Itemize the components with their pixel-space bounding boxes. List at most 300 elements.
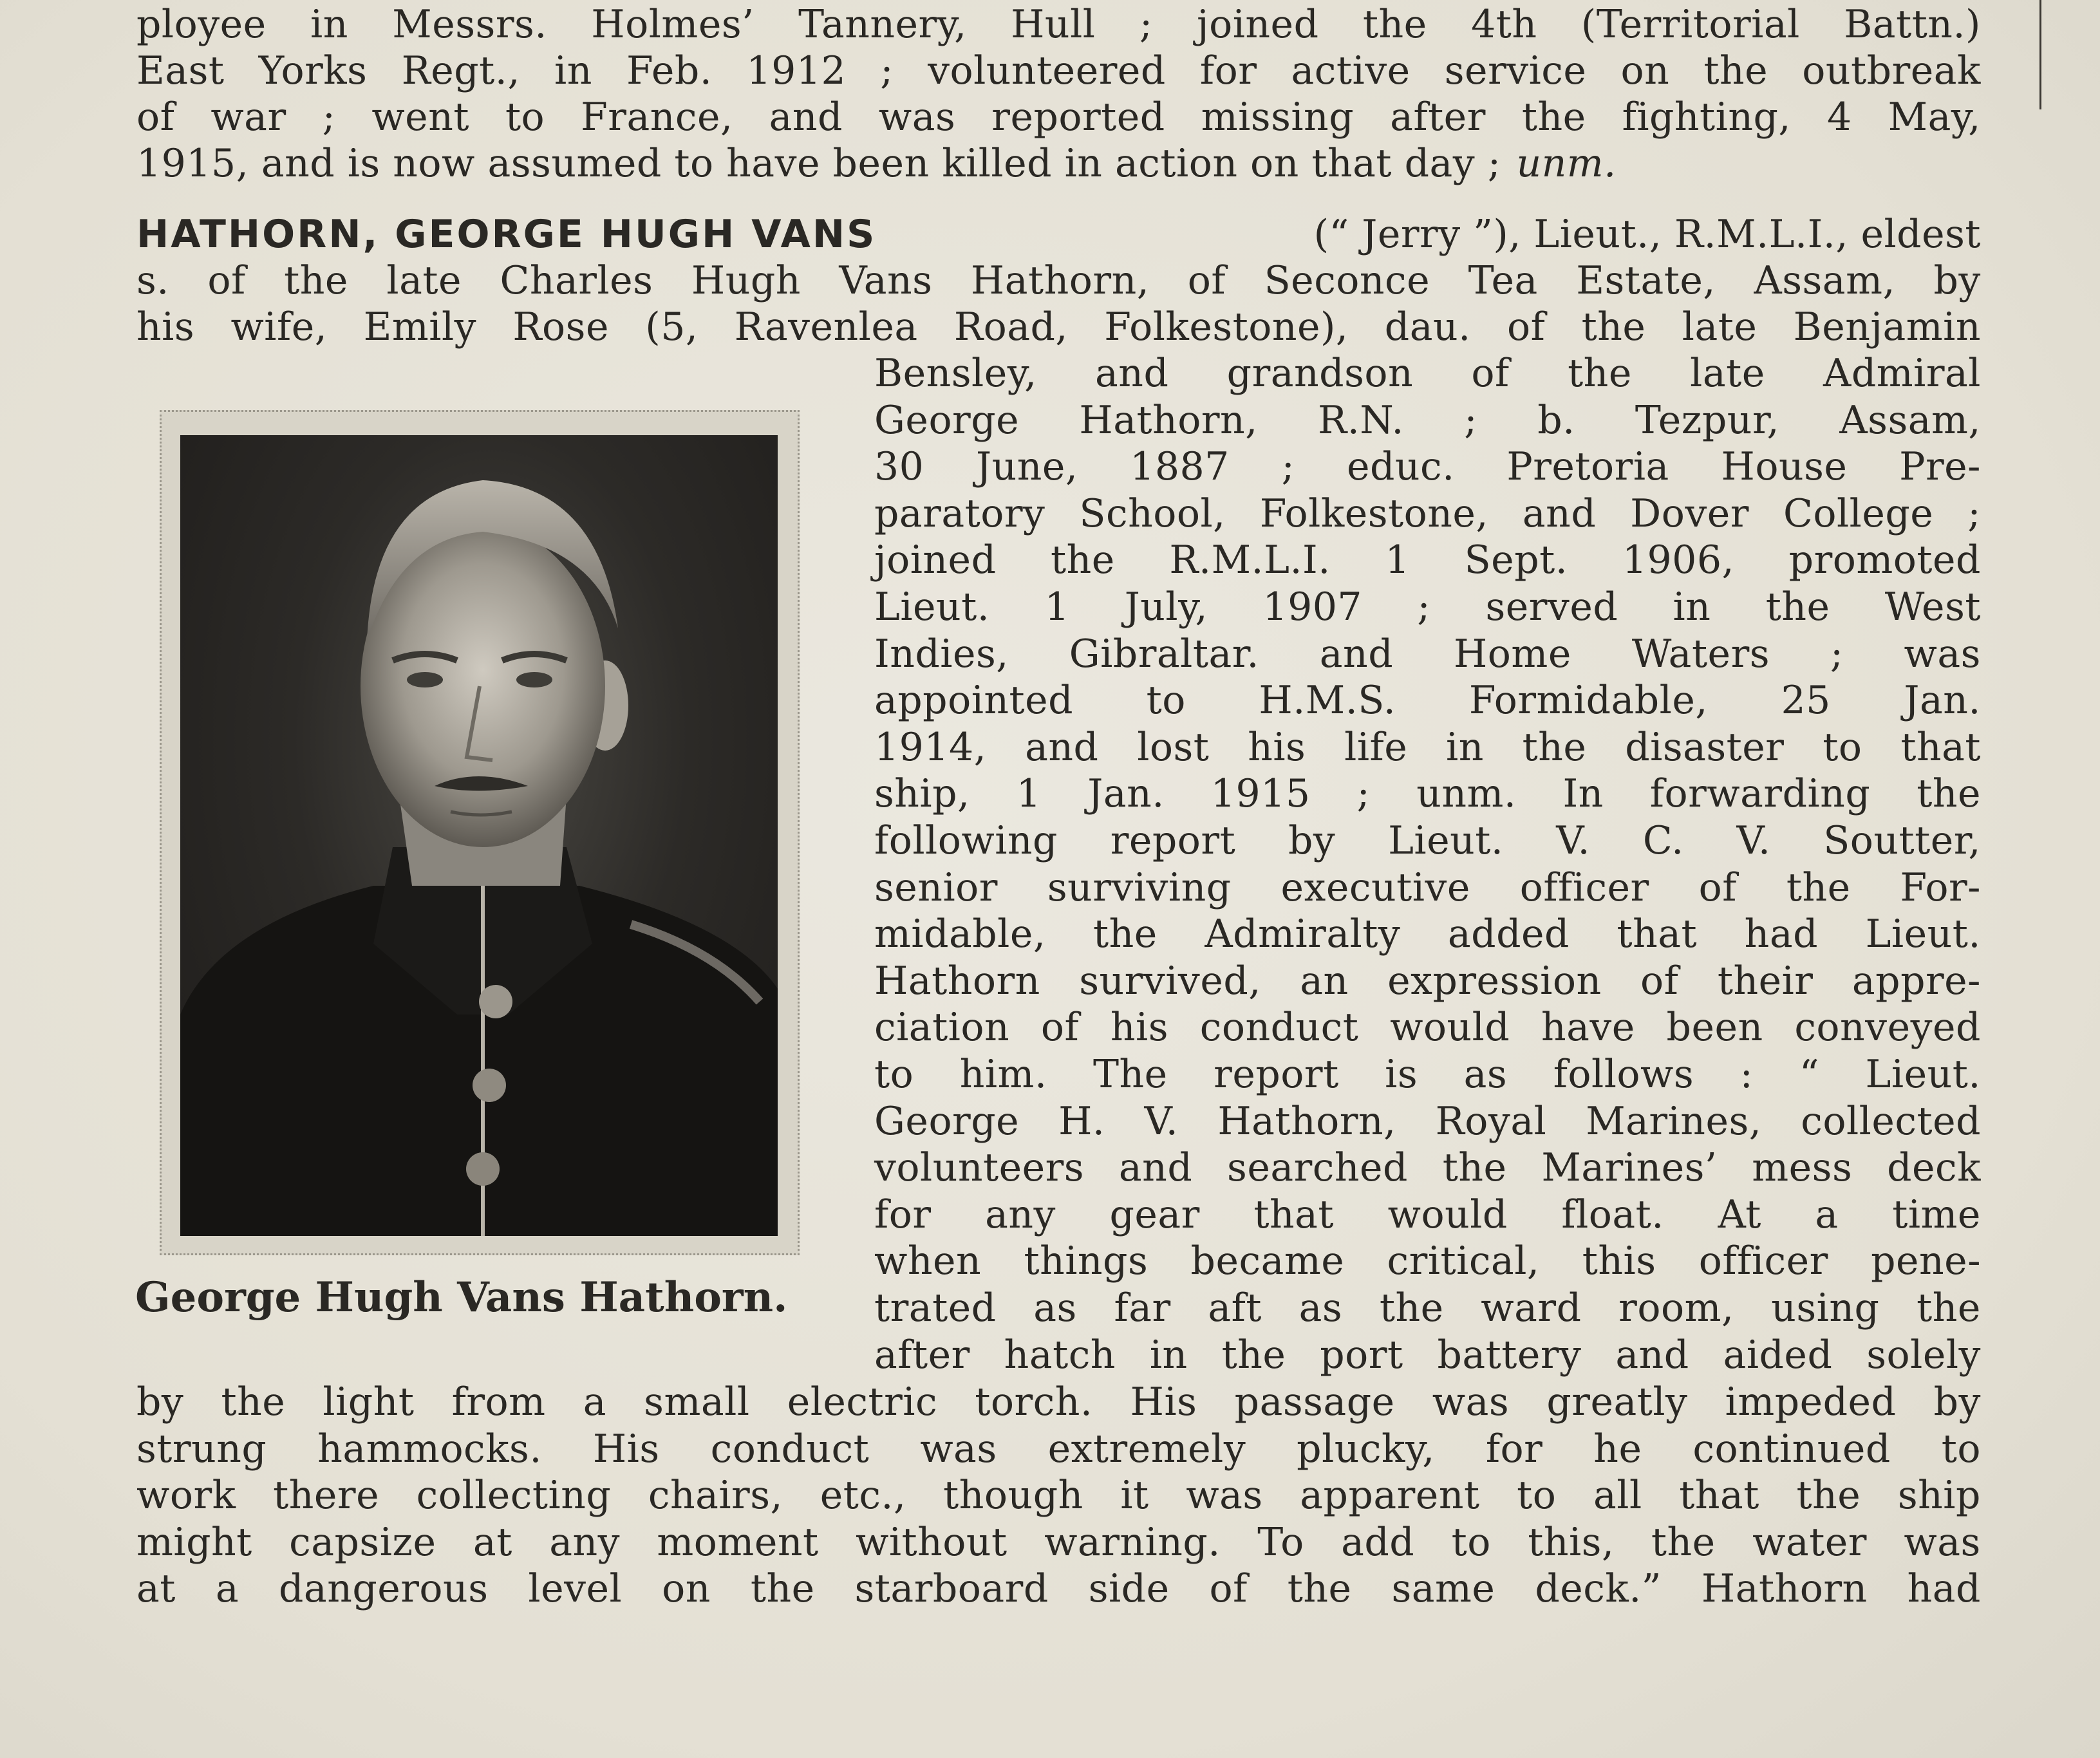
word: the (1093, 912, 1158, 957)
word: deck.” (1535, 1566, 1662, 1611)
word: the (1917, 771, 1981, 817)
text-line (136, 1472, 1981, 1519)
word: late (386, 258, 462, 303)
word: Bensley, (874, 351, 1037, 396)
word: For- (1900, 865, 1981, 910)
word: fighting, (1622, 95, 1791, 140)
word: though (943, 1473, 1083, 1518)
word: to (1451, 1519, 1491, 1565)
word: room, (1618, 1286, 1734, 1331)
word: impeded (1725, 1379, 1897, 1425)
word: gear (1109, 1192, 1200, 1237)
word: At (1718, 1192, 1761, 1237)
word: France, (581, 95, 733, 140)
word: would (1390, 1005, 1510, 1051)
word: Sept. (1464, 538, 1568, 583)
word: as (1033, 1286, 1077, 1331)
word: the (1379, 1286, 1444, 1331)
word: aft (1208, 1286, 1262, 1331)
word: Lieut. (874, 584, 990, 630)
word: 1912 (746, 48, 847, 93)
word: s. (136, 258, 169, 303)
text-line (874, 1098, 1981, 1145)
word: conduct (1199, 1005, 1359, 1051)
word: float. (1561, 1192, 1664, 1237)
word: outbreak (1802, 48, 1981, 93)
word: for (1199, 48, 1257, 93)
word: on (1620, 48, 1670, 93)
word: the (1521, 95, 1586, 140)
word: Marines’ (1541, 1145, 1718, 1191)
word: of (136, 95, 175, 140)
word: the (1765, 584, 1830, 630)
word: time (1892, 1192, 1981, 1237)
word: at (473, 1519, 512, 1565)
word: House (1721, 444, 1848, 490)
word: “ (1799, 1052, 1820, 1097)
previous-entry-last-text: 1915, and is now assumed to have been killed in action on that day ; (136, 141, 1501, 186)
word: the (1442, 1145, 1507, 1191)
word: Assam, (1839, 397, 1981, 443)
word: unm. (1416, 771, 1517, 817)
word: Estate, (1576, 258, 1716, 303)
word: any (985, 1192, 1056, 1237)
word: for (874, 1192, 932, 1237)
word: might (136, 1519, 252, 1565)
word: ship (1897, 1473, 1981, 1518)
word: collecting (416, 1473, 612, 1518)
word: in (554, 48, 592, 93)
word: passage (1234, 1379, 1395, 1425)
word: reported (991, 95, 1165, 140)
word: paratory (874, 491, 1045, 536)
word: level (528, 1566, 623, 1611)
text-line (874, 1192, 1981, 1238)
word: of (207, 258, 246, 303)
word: George (874, 1098, 1020, 1144)
word: 1907 (1262, 584, 1363, 630)
word: starboard (854, 1566, 1049, 1611)
text-line (874, 677, 1981, 724)
word: critical, (1387, 1239, 1540, 1284)
word: became (1190, 1239, 1345, 1284)
text-line (874, 537, 1981, 583)
portrait-figure (180, 435, 778, 1236)
word: Home (1453, 631, 1571, 677)
word: port (1320, 1332, 1403, 1378)
word: by (136, 1379, 184, 1425)
word: West (1884, 584, 1981, 630)
word: officer (1519, 865, 1649, 910)
word: in (1673, 584, 1711, 630)
word: volunteered (928, 48, 1166, 93)
word: aided (1723, 1332, 1833, 1378)
word: torch. (975, 1379, 1093, 1425)
text-line (136, 1566, 1981, 1612)
word: b. (1537, 397, 1575, 443)
word: this, (1528, 1519, 1615, 1565)
word: work (136, 1473, 236, 1518)
word: missing (1201, 95, 1355, 140)
word: active (1291, 48, 1411, 93)
word: hatch (1004, 1332, 1116, 1378)
word: service (1444, 48, 1587, 93)
word: appre- (1852, 958, 1981, 1004)
text-line (874, 818, 1981, 864)
word: was (1904, 631, 1981, 677)
word: (Territorial (1580, 2, 1800, 47)
word: executive (1280, 865, 1470, 910)
word: life (1344, 724, 1408, 770)
word: ; (880, 48, 894, 93)
word: went (371, 95, 469, 140)
word: Jan. (1087, 771, 1165, 817)
word: Tezpur, (1635, 397, 1780, 443)
word: promoted (1788, 538, 1981, 583)
word: by (1933, 258, 1981, 303)
word: Hathorn (1701, 1566, 1868, 1611)
word: Yorks (258, 48, 368, 93)
word: had (1744, 912, 1818, 957)
text-line (874, 1332, 1981, 1378)
text-line (874, 584, 1981, 630)
word: Hathorn, (1217, 1098, 1396, 1144)
word: that (1617, 912, 1698, 957)
word: ; (322, 95, 336, 140)
word: Formidable, (1468, 678, 1708, 724)
word: Lieut. (1865, 912, 1981, 957)
previous-entry-last-line (136, 140, 1981, 187)
word: strung (136, 1426, 267, 1472)
word: College (1783, 491, 1934, 536)
word: 1914, (874, 724, 987, 770)
word: George (874, 397, 1020, 443)
text-line (874, 1238, 1981, 1284)
word: in (1149, 1332, 1188, 1378)
word: added (1447, 912, 1570, 957)
word: was (1186, 1473, 1263, 1518)
word: conduct (710, 1426, 870, 1472)
word: capsize (289, 1519, 436, 1565)
word: their (1717, 958, 1814, 1004)
word: the (1568, 351, 1632, 396)
word: joined (1197, 2, 1319, 47)
word: 30 (874, 444, 924, 490)
word: was (878, 95, 956, 140)
word: 1 (1044, 584, 1070, 630)
text-line (874, 350, 1981, 397)
word: (5, (645, 304, 698, 350)
word: Seconce (1264, 258, 1430, 303)
word: things (1024, 1239, 1148, 1284)
word: Pre- (1899, 444, 1981, 490)
word: collected (1801, 1098, 1981, 1144)
word: as (1463, 1052, 1508, 1097)
word: to (1823, 724, 1862, 770)
entry-heading-rest: (“ Jerry ”), Lieut., R.M.L.I., eldest (1313, 212, 1981, 257)
word: V. (1736, 818, 1771, 863)
word: the (1287, 1566, 1352, 1611)
word: Rose (512, 304, 609, 350)
word: in (310, 2, 348, 47)
word: educ. (1346, 444, 1455, 490)
word: Tea (1468, 258, 1538, 303)
word: School, (1079, 491, 1226, 536)
word: far (1114, 1286, 1171, 1331)
word: of (1040, 1005, 1080, 1051)
word: ; (1830, 631, 1844, 677)
word: Feb. (626, 48, 713, 93)
word: and (1118, 1145, 1193, 1191)
word: Admiral (1823, 351, 1981, 396)
word: ; (1356, 771, 1371, 817)
word: is (1385, 1052, 1418, 1097)
word: an (1300, 958, 1349, 1004)
word: Royal (1435, 1098, 1547, 1144)
word: Pretoria (1506, 444, 1669, 490)
word: when (874, 1239, 982, 1284)
word: Hull (1011, 2, 1096, 47)
word: chairs, (648, 1473, 783, 1518)
word: late (1682, 304, 1758, 350)
word: R.N. (1318, 397, 1404, 443)
word: after (874, 1332, 970, 1378)
word: dau. (1384, 304, 1471, 350)
word: on (662, 1566, 711, 1611)
word: Vans (839, 258, 933, 303)
word: Hathorn (874, 958, 1040, 1004)
word: H.M.S. (1259, 678, 1396, 724)
word: same (1391, 1566, 1495, 1611)
word: this (1582, 1239, 1656, 1284)
text-line (874, 958, 1981, 1004)
word: Emily (363, 304, 477, 350)
word: ; (1281, 444, 1295, 490)
word: report (1110, 818, 1236, 863)
word: Hathorn, (1079, 397, 1258, 443)
word: that (1900, 724, 1981, 770)
word: grandson (1226, 351, 1414, 396)
word: Tannery, (798, 2, 967, 47)
text-line (874, 491, 1981, 537)
word: Admiralty (1205, 912, 1401, 957)
word: etc., (820, 1473, 906, 1518)
text-line (136, 1, 1981, 48)
text-line (136, 1426, 1981, 1472)
word: that (1253, 1192, 1335, 1237)
word: late (1690, 351, 1765, 396)
word: after (1390, 95, 1486, 140)
word: using (1771, 1286, 1880, 1331)
word: appointed (874, 678, 1074, 724)
word: East (136, 48, 225, 93)
word: moment (657, 1519, 819, 1565)
word: the (1703, 48, 1768, 93)
word: his (1248, 724, 1306, 770)
word: surviving (1047, 865, 1232, 910)
word: ployee (136, 2, 267, 47)
word: it (1120, 1473, 1149, 1518)
word: by (1933, 1379, 1981, 1425)
word: Lieut. (1865, 1052, 1981, 1097)
text-line (136, 1519, 1981, 1566)
word: Marines, (1586, 1098, 1762, 1144)
word: Indies, (874, 631, 1009, 677)
word: to (505, 95, 545, 140)
word: report (1214, 1052, 1339, 1097)
word: dangerous (279, 1566, 489, 1611)
word: follows (1553, 1052, 1694, 1097)
word: the (284, 258, 348, 303)
word: hammocks. (317, 1426, 542, 1472)
word: searched (1227, 1145, 1408, 1191)
word: mess (1752, 1145, 1853, 1191)
word: Ravenlea (734, 304, 918, 350)
word: survived, (1079, 958, 1261, 1004)
word: the (1651, 1519, 1716, 1565)
word: the (1581, 304, 1646, 350)
word: of (1698, 865, 1737, 910)
word: the (750, 1566, 815, 1611)
text-line (874, 771, 1981, 817)
text-line (874, 724, 1981, 771)
word: in (1446, 724, 1484, 770)
word: him. (959, 1052, 1047, 1097)
word: greatly (1546, 1379, 1688, 1425)
word: was (1904, 1519, 1981, 1565)
word: 1887 (1130, 444, 1230, 490)
text-line (874, 1145, 1981, 1191)
word: the (1796, 1473, 1861, 1518)
word: joined (874, 538, 997, 583)
word: the (1051, 538, 1115, 583)
word: by (1288, 818, 1336, 863)
word: Hathorn, (970, 258, 1150, 303)
text-line (136, 94, 1981, 140)
word: disaster (1625, 724, 1785, 770)
word: ; (1464, 397, 1477, 443)
text-line (874, 631, 1981, 677)
word: Assam, (1754, 258, 1896, 303)
word: wife, (230, 304, 328, 350)
word: water (1752, 1519, 1867, 1565)
text-line (874, 865, 1981, 911)
word: of (1209, 1566, 1248, 1611)
word: Benjamin (1793, 304, 1981, 350)
word: that (1679, 1473, 1759, 1518)
word: Soutter, (1823, 818, 1981, 863)
word: officer (1698, 1239, 1828, 1284)
word: plucky, (1297, 1426, 1435, 1472)
word: volunteers (874, 1145, 1085, 1191)
word: lost (1137, 724, 1210, 770)
word: 1906, (1622, 538, 1735, 583)
word: and (1025, 724, 1099, 770)
text-line (874, 397, 1981, 444)
word: to (1941, 1426, 1981, 1472)
word: H. (1058, 1098, 1105, 1144)
portrait-photo (180, 435, 778, 1236)
entry-name: HATHORN, GEORGE HUGH VANS (136, 212, 877, 257)
word: midable, (874, 912, 1046, 957)
word: 1 (1385, 538, 1411, 583)
word: deck (1887, 1145, 1981, 1191)
text-line (136, 304, 1981, 350)
word: of (1187, 258, 1226, 303)
word: his (136, 304, 195, 350)
word: Hugh (691, 258, 801, 303)
text-line (874, 444, 1981, 490)
word: ward (1481, 1286, 1582, 1331)
entry-heading (136, 211, 1981, 257)
word: extremely (1047, 1426, 1246, 1472)
text-line (136, 257, 1981, 304)
word: was (920, 1426, 997, 1472)
word: ciation (874, 1005, 1010, 1051)
word: and (769, 95, 843, 140)
word: the (1221, 1332, 1286, 1378)
word: was (1432, 1379, 1510, 1425)
word: 4 (1826, 95, 1852, 140)
word: to (1146, 678, 1186, 724)
word: for (1485, 1426, 1543, 1472)
word: Charles (500, 258, 653, 303)
word: light (323, 1379, 415, 1425)
word: conveyed (1794, 1005, 1981, 1051)
word: his (1110, 1005, 1169, 1051)
word: Lieut. (1388, 818, 1504, 863)
word: Road, (953, 304, 1068, 350)
word: from (451, 1379, 546, 1425)
text-line (136, 1379, 1981, 1425)
word: May, (1888, 95, 1981, 140)
word: the (1362, 2, 1427, 47)
word: and (1615, 1332, 1689, 1378)
word: June, (976, 444, 1078, 490)
word: electric (787, 1379, 938, 1425)
column-rule (2039, 0, 2041, 109)
portrait-caption: George Hugh Vans Hathorn. (135, 1273, 788, 1322)
word: Dover (1630, 491, 1749, 536)
word: apparent (1300, 1473, 1480, 1518)
word: the (1786, 865, 1851, 910)
word: Folkestone), (1104, 304, 1349, 350)
word: and (1319, 631, 1394, 677)
word: at (136, 1566, 176, 1611)
word: small (644, 1379, 750, 1425)
word: ; (1139, 2, 1153, 47)
word: ship, (874, 771, 970, 817)
word: following (874, 818, 1058, 863)
word: the (1522, 724, 1587, 770)
word: there (273, 1473, 380, 1518)
word: the (1917, 1286, 1981, 1331)
word: July, (1124, 584, 1208, 630)
word: the (221, 1379, 286, 1425)
word: and (1095, 351, 1169, 396)
word: V. (1144, 1098, 1179, 1144)
word: Jan. (1904, 678, 1981, 724)
word: expression (1387, 958, 1602, 1004)
word: : (1739, 1052, 1754, 1097)
word: of (1507, 304, 1546, 350)
word: 25 (1781, 678, 1831, 724)
word: to (874, 1052, 914, 1097)
word: add (1341, 1519, 1415, 1565)
word: Holmes’ (591, 2, 755, 47)
word: war (211, 95, 286, 140)
word: had (1907, 1566, 1981, 1611)
